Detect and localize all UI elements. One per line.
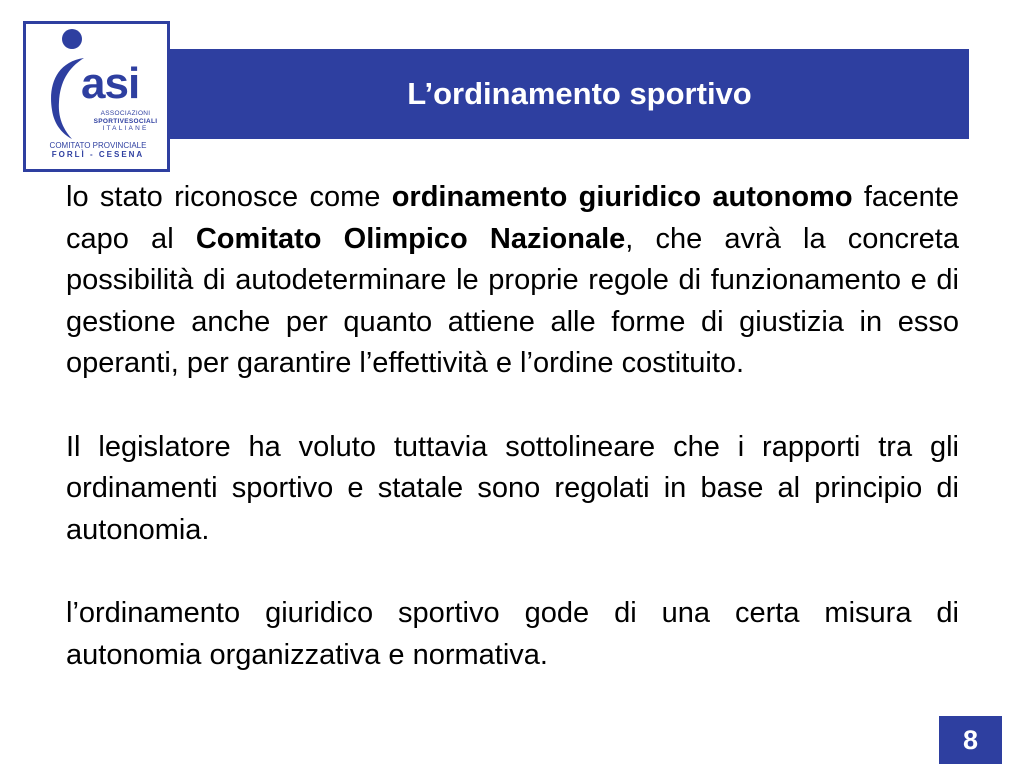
body-paragraph <box>66 593 959 676</box>
bold-text: ordinamento giuridico autonomo <box>391 181 853 213</box>
logo-wordmark: asi <box>81 59 140 108</box>
text-run: Il legislatore ha voluto tuttavia sottolineare che i rapporti tra gli ordinamenti sportivo e statale sono regolati in base al principio di autonomia. <box>66 430 959 546</box>
text-run: facente capo al <box>66 181 959 255</box>
slide-title: L’ordinamento sportivo <box>407 76 752 111</box>
slide-body <box>66 177 959 676</box>
logo-committee: COMITATO PROVINCIALE FORLÌ - CESENA <box>49 141 147 159</box>
text-run: l’ordinamento giuridico sportivo gode di una certa misura di autonomia organizzativa e normativa. <box>66 597 959 671</box>
text-run: lo stato riconosce come <box>66 181 392 213</box>
asi-logo <box>23 21 170 172</box>
text-run: , che avrà la concreta possibilità di autodeterminare le proprie regole di funzionamento e di gestione anche per quanto attiene alle forme di giustizia in esso operanti, per garantire l’effettività e l’ordine costituito. <box>66 222 959 379</box>
logo-subtitle: ASSOCIAZIONI SPORTIVESOCIALI ITALIANE <box>93 110 158 132</box>
title-bar <box>170 49 969 139</box>
body-paragraph <box>66 177 959 385</box>
page-number: 8 <box>939 716 1002 764</box>
body-paragraph <box>66 427 959 552</box>
bold-text: Comitato Olimpico Nazionale <box>195 222 626 255</box>
